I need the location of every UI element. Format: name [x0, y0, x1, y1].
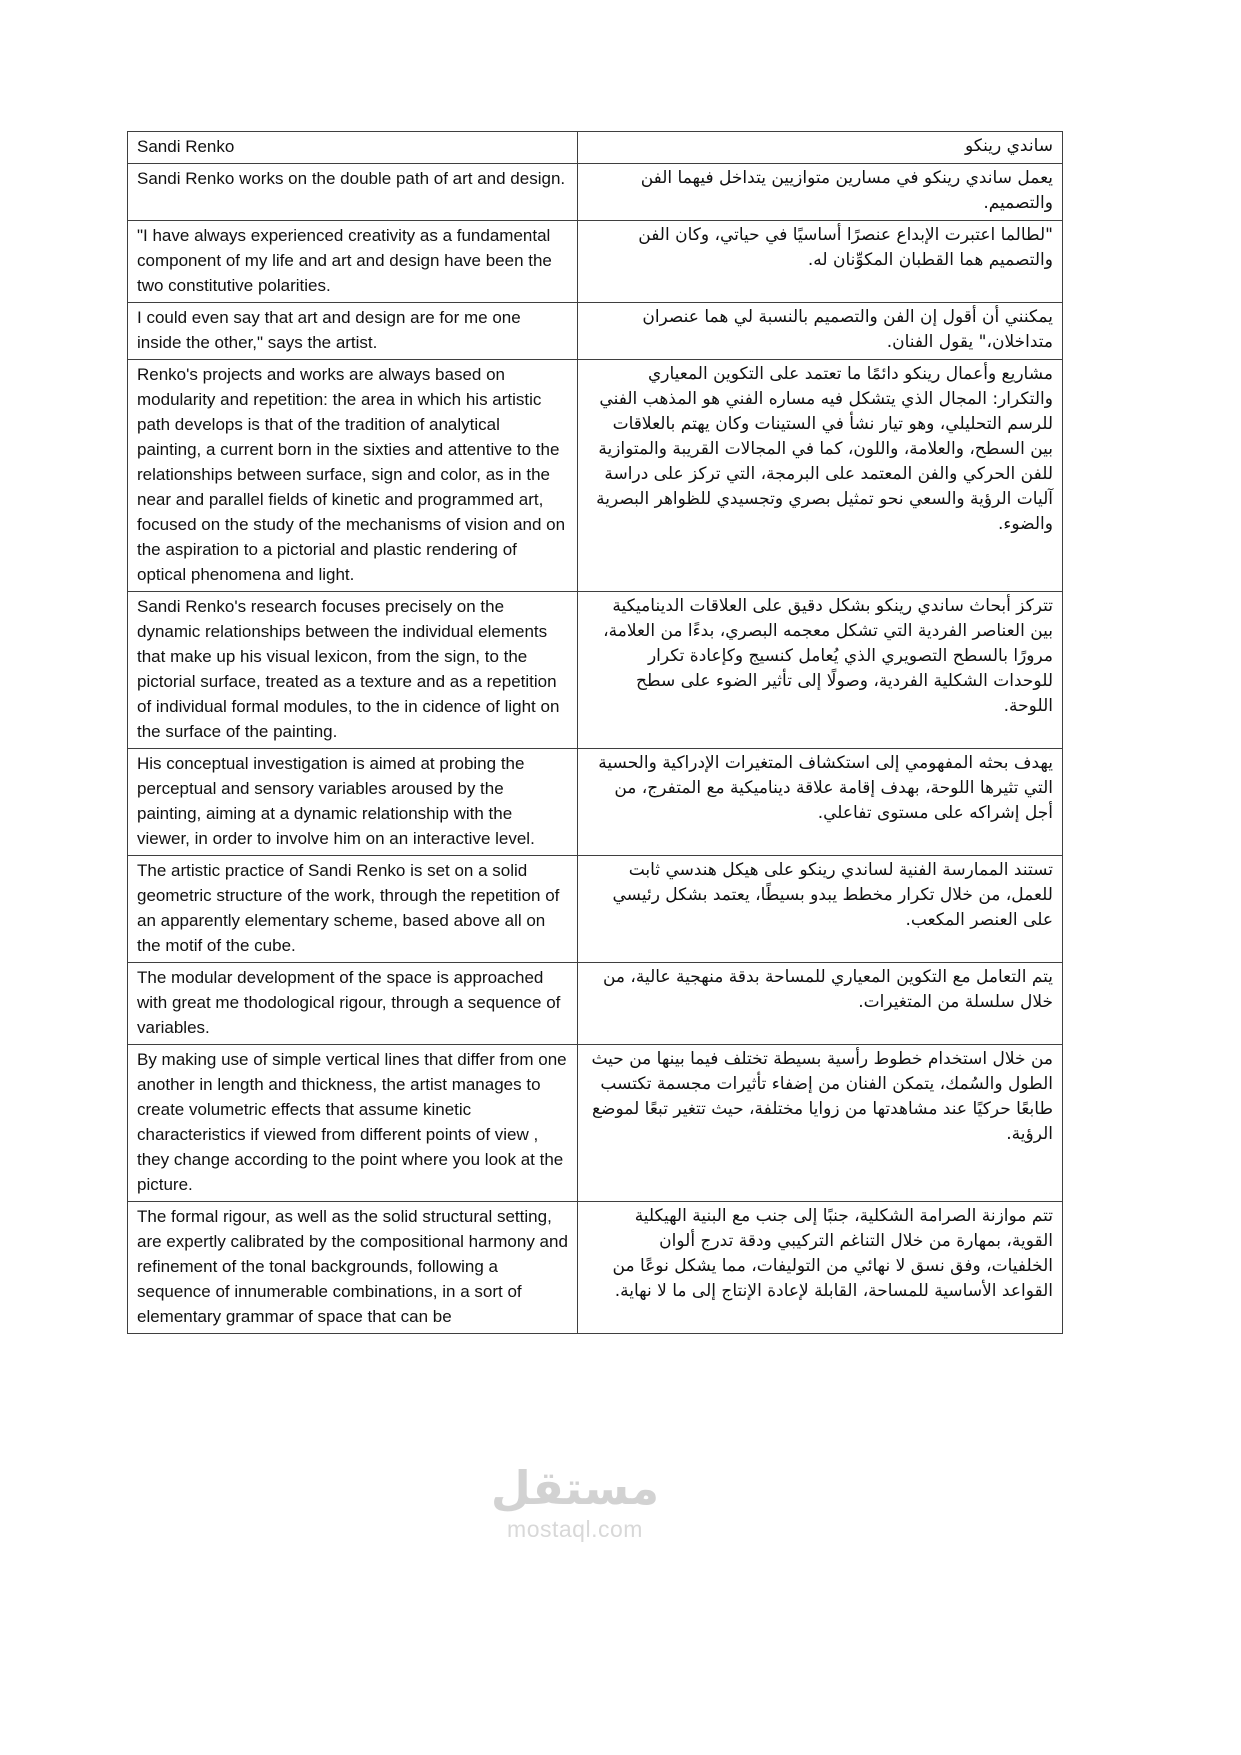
arabic-cell: ساندي رينكو: [578, 132, 1063, 164]
mostaql-watermark: [491, 1462, 659, 1544]
english-cell: Renko's projects and works are always based on modularity and repetition: the area in which his artistic path develops is that of the tradition of analytical painting, a current born in the sixties and attentive to the relationships between surface, sign and color, as in the near and parallel fields of kinetic and programmed art, focused on the study of the mechanisms of vision and on the aspiration to a pictorial and plastic rendering of optical phenomena and light.: [128, 360, 578, 592]
arabic-cell: يتم التعامل مع التكوين المعياري للمساحة بدقة منهجية عالية، من خلال سلسلة من المتغيرات.: [578, 963, 1063, 1045]
translation-table: [127, 131, 1063, 1334]
table-row: [128, 303, 1063, 360]
arabic-cell: يعمل ساندي رينكو في مسارين متوازيين يتداخل فيهما الفن والتصميم.: [578, 164, 1063, 221]
english-cell: By making use of simple vertical lines that differ from one another in length and thickness, the artist manages to create volumetric effects that assume kinetic characteristics if viewed from different points of view , they change according to the point where you look at the picture.: [128, 1045, 578, 1202]
arabic-cell: يهدف بحثه المفهومي إلى استكشاف المتغيرات الإدراكية والحسية التي تثيرها اللوحة، بهدف إقامة علاقة ديناميكية مع المتفرج، من أجل إشراكه على مستوى تفاعلي.: [578, 749, 1063, 856]
arabic-cell: "لطالما اعتبرت الإبداع عنصرًا أساسيًا في حياتي، وكان الفن والتصميم هما القطبان المكوِّنان له.: [578, 221, 1063, 303]
arabic-cell: تتركز أبحاث ساندي رينكو بشكل دقيق على العلاقات الديناميكية بين العناصر الفردية التي تشكل معجمه البصري، بدءًا من العلامة، مرورًا بالسطح التصويري الذي يُعامل كنسيج وكإعادة تكرار للوحدات الشكلية الفردية، وصولًا إلى تأثير الضوء على سطح اللوحة.: [578, 592, 1063, 749]
table-row: [128, 749, 1063, 856]
english-cell: The formal rigour, as well as the solid structural setting, are expertly calibrated by the compositional harmony and refinement of the tonal backgrounds, following a sequence of innumerable combinations, in a sort of elementary grammar of space that can be: [128, 1202, 578, 1334]
arabic-cell: يمكنني أن أقول إن الفن والتصميم بالنسبة لي هما عنصران متداخلان،" يقول الفنان.: [578, 303, 1063, 360]
english-cell: Sandi Renko's research focuses precisely on the dynamic relationships between the individual elements that make up his visual lexicon, from the sign, to the pictorial surface, treated as a texture and as a repetition of individual formal modules, to the in cidence of light on the surface of the painting.: [128, 592, 578, 749]
table-row: [128, 132, 1063, 164]
mostaql-logo: مستقل: [490, 1461, 660, 1515]
table-row: [128, 856, 1063, 963]
table-row: [128, 1202, 1063, 1334]
table-row: [128, 592, 1063, 749]
mostaql-site-text: mostaql.com: [507, 1516, 643, 1542]
arabic-cell: مشاريع وأعمال رينكو دائمًا ما تعتمد على التكوين المعياري والتكرار: المجال الذي يتشكل فيه مساره الفني هو المذهب الفني للرسم التحليلي، وهو تيار نشأ في الستينات وكان يهتم بالعلاقات بين السطح، والعلامة، واللون، كما في المجالات القريبة والمتوازية للفن الحركي والفن المعتمد على البرمجة، التي تركز على دراسة آليات الرؤية والسعي نحو تمثيل بصري وتجسيدي للظواهر البصرية والضوء.: [578, 360, 1063, 592]
english-cell: "I have always experienced creativity as a fundamental component of my life and art and design have been the two constitutive polarities.: [128, 221, 578, 303]
table-row: [128, 221, 1063, 303]
english-cell: Sandi Renko works on the double path of art and design.: [128, 164, 578, 221]
english-cell: Sandi Renko: [128, 132, 578, 164]
table-row: [128, 164, 1063, 221]
table-row: [128, 963, 1063, 1045]
table-row: [128, 360, 1063, 592]
arabic-cell: تستند الممارسة الفنية لساندي رينكو على هيكل هندسي ثابت للعمل، من خلال تكرار مخطط يبدو بسيطًا، يعتمد بشكل رئيسي على العنصر المكعب.: [578, 856, 1063, 963]
arabic-cell: من خلال استخدام خطوط رأسية بسيطة تختلف فيما بينها من حيث الطول والسُمك، يتمكن الفنان من إضفاء تأثيرات مجسمة تكتسب طابعًا حركيًا عند مشاهدتها من زوايا مختلفة، حيث تتغير تبعًا لموضع الرؤية.: [578, 1045, 1063, 1202]
table-row: [128, 1045, 1063, 1202]
english-cell: His conceptual investigation is aimed at probing the perceptual and sensory variables aroused by the painting, aiming at a dynamic relationship with the viewer, in order to involve him on an interactive level.: [128, 749, 578, 856]
english-cell: The artistic practice of Sandi Renko is set on a solid geometric structure of the work, through the repetition of an apparently elementary scheme, based above all on the motif of the cube.: [128, 856, 578, 963]
english-cell: The modular development of the space is approached with great me thodological rigour, through a sequence of variables.: [128, 963, 578, 1045]
english-cell: I could even say that art and design are for me one inside the other," says the artist.: [128, 303, 578, 360]
arabic-cell: تتم موازنة الصرامة الشكلية، جنبًا إلى جنب مع البنية الهيكلية القوية، بمهارة من خلال التناغم التركيبي ودقة تدرج ألوان الخلفيات، وفق نسق لا نهائي من التوليفات، مما يشكل نوعًا من القواعد الأساسية للمساحة، القابلة لإعادة الإنتاج إلى ما لا نهاية.: [578, 1202, 1063, 1334]
